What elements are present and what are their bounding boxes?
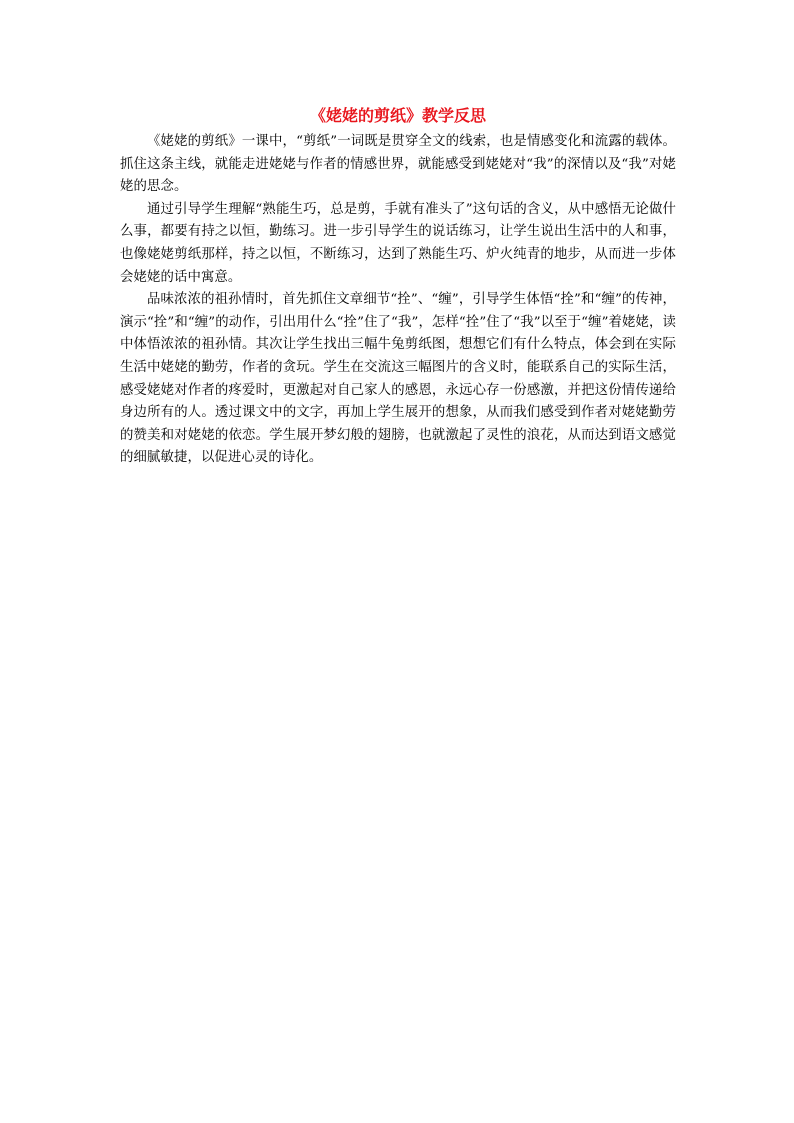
document-title: 《姥姥的剪纸》教学反思: [309, 106, 486, 125]
document-page: [120, 104, 676, 470]
paragraph-2: 通过引导学生理解“熟能生巧，总是剪，手就有准头了”这句话的含义，从中感悟无论做什么事，都要有持之以恒，勤练习。进一步引导学生的说话练习，让学生说出生活中的人和事，也像姥姥剪纸那样，持之以恒，不断练习，达到了熟能生巧、炉火纯青的地步，从而进一步体会姥姥的话中寓意。: [120, 201, 676, 285]
paragraph-1: 《姥姥的剪纸》一课中，“剪纸”一词既是贯穿全文的线索，也是情感变化和流露的载体。抓住这条主线，就能走进姥姥与作者的情感世界，就能感受到姥姥对“我”的深情以及“我”对姥姥的思念。: [120, 134, 676, 195]
paragraph-3: 品味浓浓的祖孙情时，首先抓住文章细节“拴”、“缠”，引导学生体悟“拴”和“缠”的传神，演示“拴”和“缠”的动作，引出用什么“拴”住了“我”，怎样“拴”住了“我”以至于“缠”着姥姥，读中体悟浓浓的祖孙情。其次让学生找出三幅牛兔剪纸图，想想它们有什么特点，体会到在实际生活中姥姥的勤劳，作者的贪玩。学生在交流这三幅图片的含义时，能联系自己的实际生活，感受姥姥对作者的疼爱时，更激起对自己家人的感恩，永远心存一份感激，并把这份情传递给身边所有的人。透过课文中的文字，再加上学生展开的想象，从而我们感受到作者对姥姥勤劳的赞美和对姥姥的依恋。学生展开梦幻般的翅膀，也就激起了灵性的浪花，从而达到语文感觉的细腻敏捷，以促进心灵的诗化。: [120, 292, 676, 466]
